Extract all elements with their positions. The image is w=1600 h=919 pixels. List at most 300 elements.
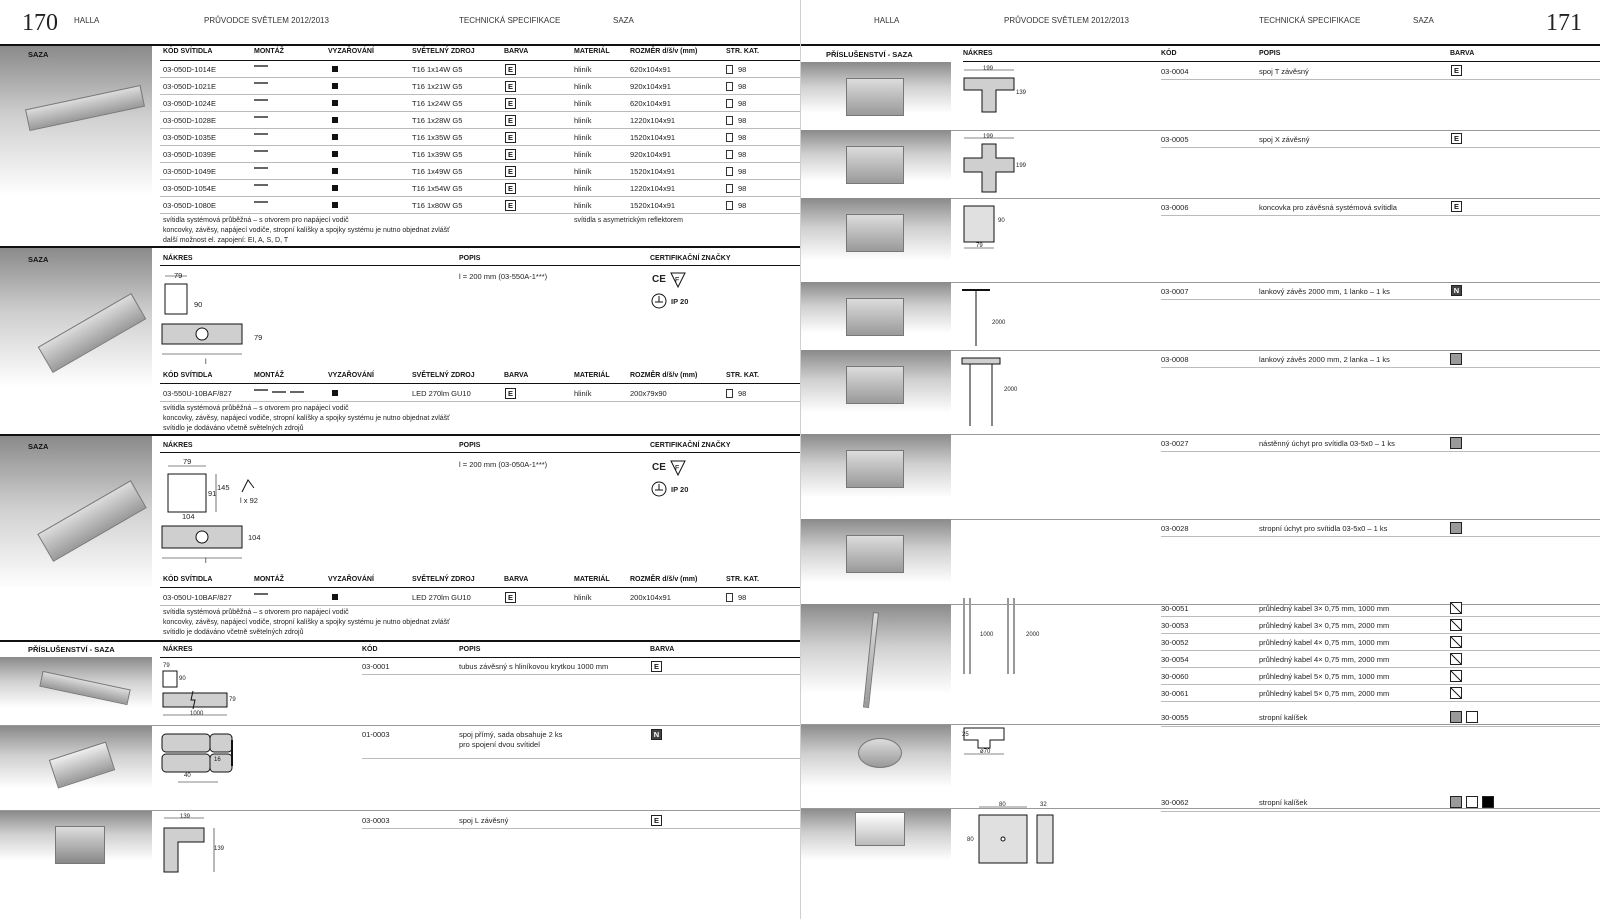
col-drawing: NÁKRES (963, 50, 993, 57)
cell-desc: stropní kalíšek (1259, 713, 1308, 722)
document-icon (726, 593, 733, 602)
cell-desc: spoj přímý, sada obsahuje 2 ks (459, 730, 563, 739)
col-color: BARVA (504, 372, 529, 379)
cell-color: E (651, 661, 662, 672)
cell-desc: spoj L závěsný (459, 816, 509, 825)
cell-desc: spoj X závěsný (1259, 135, 1310, 144)
dim-label: 199 (983, 66, 994, 72)
note: další možnost el. zapojení: EI, A, S, D, T (163, 237, 289, 244)
cell-code: 30-0062 (1161, 798, 1189, 807)
row-divider (1161, 536, 1600, 537)
col-page: STR. KAT. (726, 576, 759, 583)
col-size: ROZMĚR d/š/v (mm) (630, 576, 698, 583)
technical-drawing (960, 204, 1010, 254)
dim-label: l (205, 357, 207, 366)
dim-label: 16 (214, 757, 221, 763)
cell-color: E (651, 815, 662, 826)
cell-material: hliník (574, 133, 592, 142)
document-icon (726, 184, 733, 193)
cell-code: 30-0052 (1161, 638, 1189, 647)
col-code: KÓD (1161, 50, 1177, 57)
section-label: SAZA (28, 255, 49, 264)
mount-icon (254, 593, 268, 596)
color-swatch-gray (1450, 711, 1462, 723)
row-divider (160, 111, 800, 112)
dim-label: 40 (184, 773, 191, 779)
section-label: SAZA (28, 442, 49, 451)
cell-size: 920x104x91 (630, 82, 671, 91)
note: koncovky, závěsy, napájecí vodiče, stropní kalíšky a spojky systému je nutno objednat zvlášť (163, 227, 450, 234)
note: svítidla systémová průběžná – s otvorem pro napájecí vodič (163, 217, 349, 224)
col-code: KÓD SVÍTIDLA (163, 372, 213, 379)
radiation-icon (332, 594, 338, 600)
dim-label: l (205, 556, 207, 565)
ip-rating: IP 20 (671, 297, 689, 306)
radiation-icon (332, 66, 338, 72)
cell-material: hliník (574, 99, 592, 108)
section-label: PŘÍSLUŠENSTVÍ - SAZA (28, 645, 115, 654)
cell-page: 98 (738, 65, 747, 74)
cell-code: 30-0060 (1161, 672, 1189, 681)
accessory-photo (846, 535, 904, 573)
ip-rating: IP 20 (671, 485, 689, 494)
cell-source: T16 1x24W G5 (412, 99, 463, 108)
cell-color: E (505, 592, 516, 603)
cell-material: hliník (574, 184, 592, 193)
dim-label: ø70 (980, 749, 991, 755)
row-divider (1161, 451, 1600, 452)
cell-color: E (1451, 201, 1462, 212)
document-icon (726, 389, 733, 398)
cell-code: 03-0027 (1161, 439, 1189, 448)
note: svítidla s asymetrickým reflektorem (574, 217, 683, 224)
row-divider (1161, 367, 1600, 368)
accessory-photo (846, 450, 904, 488)
mount-icon (290, 391, 304, 394)
col-page: STR. KAT. (726, 372, 759, 379)
col-radiation: VYZAŘOVÁNÍ (328, 372, 374, 379)
cell-desc: průhledný kabel 5× 0,75 mm, 2000 mm (1259, 689, 1390, 698)
cell-source: T16 1x80W G5 (412, 201, 463, 210)
col-material: MATERIÁL (574, 576, 610, 583)
color-swatch-white (1466, 796, 1478, 808)
radiation-icon (332, 390, 338, 396)
cell-material: hliník (574, 65, 592, 74)
col-color: BARVA (650, 646, 675, 653)
col-radiation: VYZAŘOVÁNÍ (328, 48, 374, 55)
cell-page: 98 (738, 99, 747, 108)
description: l = 200 mm (03-550A-1***) (459, 272, 548, 281)
cell-color: E (505, 388, 516, 399)
dim-label: 139 (214, 846, 225, 852)
cell-source: T16 1x49W G5 (412, 167, 463, 176)
col-color: BARVA (504, 48, 529, 55)
ground-icon (651, 293, 667, 309)
cell-code: 03-0006 (1161, 203, 1189, 212)
dim-label: 79 (163, 663, 170, 669)
radiation-icon (332, 185, 338, 191)
mount-icon (254, 133, 268, 136)
document-icon (726, 150, 733, 159)
dim-label: 145 (217, 483, 230, 492)
header-spec-right: TECHNICKÁ SPECIFIKACE (1259, 16, 1361, 25)
ce-mark-icon: CE (652, 274, 666, 285)
f-mark-icon (670, 460, 686, 476)
cell-page: 98 (738, 82, 747, 91)
radiation-icon (332, 151, 338, 157)
row-divider (160, 128, 800, 129)
cell-desc: průhledný kabel 3× 0,75 mm, 2000 mm (1259, 621, 1390, 630)
cell-size: 1220x104x91 (630, 184, 676, 193)
cell-desc: nástěnný úchyt pro svítidla 03-5x0 – 1 ks (1259, 439, 1395, 448)
row-divider (160, 162, 800, 163)
col-source: SVĚTELNÝ ZDROJ (412, 48, 475, 55)
cell-material: hliník (574, 167, 592, 176)
color-swatch-gray (1450, 522, 1462, 534)
accessory-photo (846, 366, 904, 404)
cell-source: LED 270lm GU10 (412, 389, 471, 398)
cell-desc: lankový závěs 2000 mm, 2 lanka – 1 ks (1259, 355, 1390, 364)
col-mount: MONTÁŽ (254, 48, 284, 55)
cell-size: 620x104x91 (630, 99, 671, 108)
col-cert: CERTIFIKAČNÍ ZNAČKY (650, 442, 731, 449)
cell-color: E (505, 115, 516, 126)
mount-icon (254, 150, 268, 153)
cell-color: E (505, 132, 516, 143)
col-page: STR. KAT. (726, 48, 759, 55)
cell-code: 03-0008 (1161, 355, 1189, 364)
cell-color: E (505, 98, 516, 109)
cell-color: E (505, 81, 516, 92)
section-label: PŘÍSLUŠENSTVÍ - SAZA (826, 50, 913, 59)
mount-icon (254, 389, 268, 392)
col-code: KÓD SVÍTIDLA (163, 48, 213, 55)
dim-label: 199 (983, 134, 994, 140)
cell-size: 200x79x90 (630, 389, 667, 398)
accessory-photo (55, 826, 105, 864)
document-icon (726, 201, 733, 210)
col-mount: MONTÁŽ (254, 576, 284, 583)
cell-page: 98 (738, 167, 747, 176)
cell-color: E (505, 183, 516, 194)
mount-icon (272, 391, 286, 394)
cell-desc: průhledný kabel 4× 0,75 mm, 2000 mm (1259, 655, 1390, 664)
cell-code: 30-0061 (1161, 689, 1189, 698)
col-drawing: NÁKRES (163, 442, 193, 449)
dim-label: 1000 (190, 711, 204, 717)
col-code: KÓD SVÍTIDLA (163, 576, 213, 583)
radiation-icon (332, 202, 338, 208)
accessory-photo (846, 214, 904, 252)
dim-label: 25 (962, 732, 969, 738)
cell-code: 03-050D-1028E (163, 116, 216, 125)
col-desc: POPIS (459, 255, 481, 262)
section-divider (801, 724, 1600, 725)
cell-material: hliník (574, 389, 592, 398)
color-swatch-gray (1450, 796, 1462, 808)
cell-size: 1220x104x91 (630, 116, 676, 125)
dim-label: 90 (179, 676, 186, 682)
color-swatch-gray (1450, 437, 1462, 449)
cell-code: 03-050D-1049E (163, 167, 216, 176)
dim-label: 139 (180, 814, 191, 820)
cell-code: 03-050D-1024E (163, 99, 216, 108)
cell-code: 30-0051 (1161, 604, 1189, 613)
cell-source: T16 1x39W G5 (412, 150, 463, 159)
color-swatch-white (1466, 711, 1478, 723)
technical-drawing (960, 356, 1010, 430)
cell-code: 03-050D-1014E (163, 65, 216, 74)
accessory-photo (846, 146, 904, 184)
cell-size: 920x104x91 (630, 150, 671, 159)
mount-icon (254, 167, 268, 170)
note: koncovky, závěsy, napájecí vodiče, stropní kalíšky a spojky systému je nutno objednat zvlášť (163, 619, 450, 626)
description: l = 200 mm (03-050A-1***) (459, 460, 548, 469)
col-mount: MONTÁŽ (254, 372, 284, 379)
radiation-icon (332, 117, 338, 123)
cell-color: E (505, 200, 516, 211)
row-divider (160, 77, 800, 78)
row-divider (160, 179, 800, 180)
radiation-icon (332, 83, 338, 89)
header-brand-left: HALLA (74, 16, 100, 25)
dim-label: 79 (254, 333, 263, 342)
dim-label: 79 (976, 243, 983, 249)
mount-icon (254, 82, 268, 85)
ground-icon (651, 481, 667, 497)
note: svítidlo je dodáváno včetně světelných zdrojů (163, 425, 304, 432)
document-icon (726, 167, 733, 176)
section-label: SAZA (28, 50, 49, 59)
dim-label: 199 (1016, 163, 1027, 169)
cell-page: 98 (738, 201, 747, 210)
cell-desc: pro spojení dvou svítidel (459, 740, 540, 749)
cell-material: hliník (574, 82, 592, 91)
section-photo-bg (0, 46, 152, 246)
note: koncovky, závěsy, napájecí vodiče, stropní kalíšky a spojky systému je nutno objednat zvlášť (163, 415, 450, 422)
technical-drawing (965, 803, 1055, 865)
row-divider (160, 94, 800, 95)
technical-drawing (160, 730, 250, 790)
transparent-swatch (1450, 687, 1462, 699)
cell-source: T16 1x14W G5 (412, 65, 463, 74)
cell-code: 01-0003 (362, 730, 390, 739)
cell-material: hliník (574, 593, 592, 602)
col-drawing: NÁKRES (163, 646, 193, 653)
cell-source: T16 1x21W G5 (412, 82, 463, 91)
row-divider (1161, 79, 1600, 80)
cell-desc: spoj T závěsný (1259, 67, 1309, 76)
cell-code: 03-0005 (1161, 135, 1189, 144)
col-desc: POPIS (459, 442, 481, 449)
cell-size: 1520x104x91 (630, 167, 676, 176)
dim-label: 139 (1016, 90, 1027, 96)
mount-icon (254, 99, 268, 102)
document-icon (726, 133, 733, 142)
cell-desc: stropní úchyt pro svítidla 03-5x0 – 1 ks (1259, 524, 1388, 533)
f-mark-icon (670, 272, 686, 288)
page-number-right: 171 (1546, 10, 1582, 36)
mount-icon (254, 201, 268, 204)
transparent-swatch (1450, 602, 1462, 614)
cell-desc: průhledný kabel 3× 0,75 mm, 1000 mm (1259, 604, 1390, 613)
accessory-photo (846, 298, 904, 336)
dim-label: 104 (182, 512, 195, 521)
cell-source: LED 270lm GU10 (412, 593, 471, 602)
cell-size: 1520x104x91 (630, 133, 676, 142)
cell-size: 620x104x91 (630, 65, 671, 74)
cell-code: 03-0001 (362, 662, 390, 671)
accessory-photo (858, 738, 902, 768)
header-guide-left: PRŮVODCE SVĚTLEM 2012/2013 (204, 16, 329, 25)
col-desc: POPIS (1259, 50, 1281, 57)
svg-text:F: F (675, 277, 680, 284)
dim-label: 2000 (992, 320, 1006, 326)
cell-color: E (1451, 65, 1462, 76)
cell-color: E (1451, 133, 1462, 144)
document-icon (726, 99, 733, 108)
dim-label: 79 (174, 271, 183, 280)
page-number-left: 170 (22, 10, 58, 36)
note: svítidla systémová průběžná – s otvorem pro napájecí vodič (163, 405, 349, 412)
cell-code: 03-0028 (1161, 524, 1189, 533)
col-size: ROZMĚR d/š/v (mm) (630, 372, 698, 379)
cell-desc: průhledný kabel 5× 0,75 mm, 1000 mm (1259, 672, 1390, 681)
cell-code: 03-550U-10BAF/827 (163, 389, 232, 398)
col-source: SVĚTELNÝ ZDROJ (412, 372, 475, 379)
col-radiation: VYZAŘOVÁNÍ (328, 576, 374, 583)
accessory-photo (846, 78, 904, 116)
row-divider (1161, 633, 1600, 634)
dim-label: 2000 (1004, 387, 1018, 393)
header-product-right: SAZA (1413, 16, 1434, 25)
cell-desc: lankový závěs 2000 mm, 1 lanko – 1 ks (1259, 287, 1390, 296)
cell-page: 98 (738, 133, 747, 142)
row-divider (1161, 616, 1600, 617)
cell-source: T16 1x28W G5 (412, 116, 463, 125)
cell-color: N (651, 729, 662, 740)
cell-size: 1520x104x91 (630, 201, 676, 210)
cell-source: T16 1x54W G5 (412, 184, 463, 193)
row-divider (160, 196, 800, 197)
transparent-swatch (1450, 619, 1462, 631)
cell-desc: průhledný kabel 4× 0,75 mm, 1000 mm (1259, 638, 1390, 647)
technical-drawing (160, 270, 263, 370)
row-divider (1161, 299, 1600, 300)
cell-source: T16 1x35W G5 (412, 133, 463, 142)
cell-code: 03-0003 (362, 816, 390, 825)
col-cert: CERTIFIKAČNÍ ZNAČKY (650, 255, 731, 262)
cell-page: 98 (738, 184, 747, 193)
cell-page: 98 (738, 593, 747, 602)
cell-material: hliník (574, 150, 592, 159)
radiation-icon (332, 168, 338, 174)
dim-label: 79 (229, 697, 236, 703)
row-divider (1161, 650, 1600, 651)
header-spec-left: TECHNICKÁ SPECIFIKACE (459, 16, 561, 25)
cell-code: 03-050D-1039E (163, 150, 216, 159)
ce-mark-icon: CE (652, 462, 666, 473)
cell-code: 03-050D-1035E (163, 133, 216, 142)
dim-label: 32 (1040, 802, 1047, 808)
row-divider (1161, 667, 1600, 668)
section-divider (801, 808, 1600, 809)
dim-label: 2000 (1026, 632, 1040, 638)
color-swatch-black (1482, 796, 1494, 808)
cell-color: N (1451, 285, 1462, 296)
col-source: SVĚTELNÝ ZDROJ (412, 576, 475, 583)
col-color: BARVA (504, 576, 529, 583)
cell-code: 03-050U-10BAF/827 (163, 593, 232, 602)
note: svítidla systémová průběžná – s otvorem pro napájecí vodič (163, 609, 349, 616)
row-divider (1161, 701, 1600, 702)
cell-desc: stropní kalíšek (1259, 798, 1308, 807)
mount-icon (254, 65, 268, 68)
row-divider (160, 213, 800, 214)
cell-material: hliník (574, 201, 592, 210)
cell-code: 03-050D-1080E (163, 201, 216, 210)
document-icon (726, 65, 733, 74)
dim-label: 91 (208, 489, 217, 498)
header-rule-right (801, 44, 1600, 46)
col-material: MATERIÁL (574, 48, 610, 55)
col-desc: POPIS (459, 646, 481, 653)
cell-code: 03-0004 (1161, 67, 1189, 76)
mount-icon (254, 116, 268, 119)
dim-label: 80 (999, 802, 1006, 808)
row-divider (1161, 684, 1600, 685)
header-product-left: SAZA (613, 16, 634, 25)
dim-label: 1000 (980, 632, 994, 638)
beam-angle-icon (240, 478, 256, 494)
document-icon (726, 82, 733, 91)
row-divider (160, 145, 800, 146)
color-swatch-gray (1450, 353, 1462, 365)
dim-label: 90 (194, 300, 203, 309)
dim-label: 90 (998, 218, 1005, 224)
cell-code: 30-0053 (1161, 621, 1189, 630)
row-divider (1161, 147, 1600, 148)
cell-color: E (505, 149, 516, 160)
cell-page: 98 (738, 150, 747, 159)
col-color: BARVA (1450, 50, 1475, 57)
transparent-swatch (1450, 670, 1462, 682)
cell-code: 30-0054 (1161, 655, 1189, 664)
header-guide-right: PRŮVODCE SVĚTLEM 2012/2013 (1004, 16, 1129, 25)
cell-page: 98 (738, 116, 747, 125)
col-drawing: NÁKRES (163, 255, 193, 262)
technical-drawing (160, 456, 270, 566)
cell-color: E (505, 64, 516, 75)
col-code: KÓD (362, 646, 378, 653)
cell-desc: koncovka pro závěsná systémová svítidla (1259, 203, 1397, 212)
cell-color: E (505, 166, 516, 177)
cell-material: hliník (574, 116, 592, 125)
col-material: MATERIÁL (574, 372, 610, 379)
cell-code: 03-050D-1021E (163, 82, 216, 91)
cell-code: 03-050D-1054E (163, 184, 216, 193)
dim-label: 104 (248, 533, 261, 542)
cell-code: 30-0055 (1161, 713, 1189, 722)
transparent-swatch (1450, 636, 1462, 648)
document-icon (726, 116, 733, 125)
radiation-icon (332, 134, 338, 140)
accessory-photo (855, 812, 905, 846)
cell-size: 200x104x91 (630, 593, 671, 602)
beam-angle: l x 92 (240, 496, 258, 505)
transparent-swatch (1450, 653, 1462, 665)
dim-label: 80 (967, 837, 974, 843)
